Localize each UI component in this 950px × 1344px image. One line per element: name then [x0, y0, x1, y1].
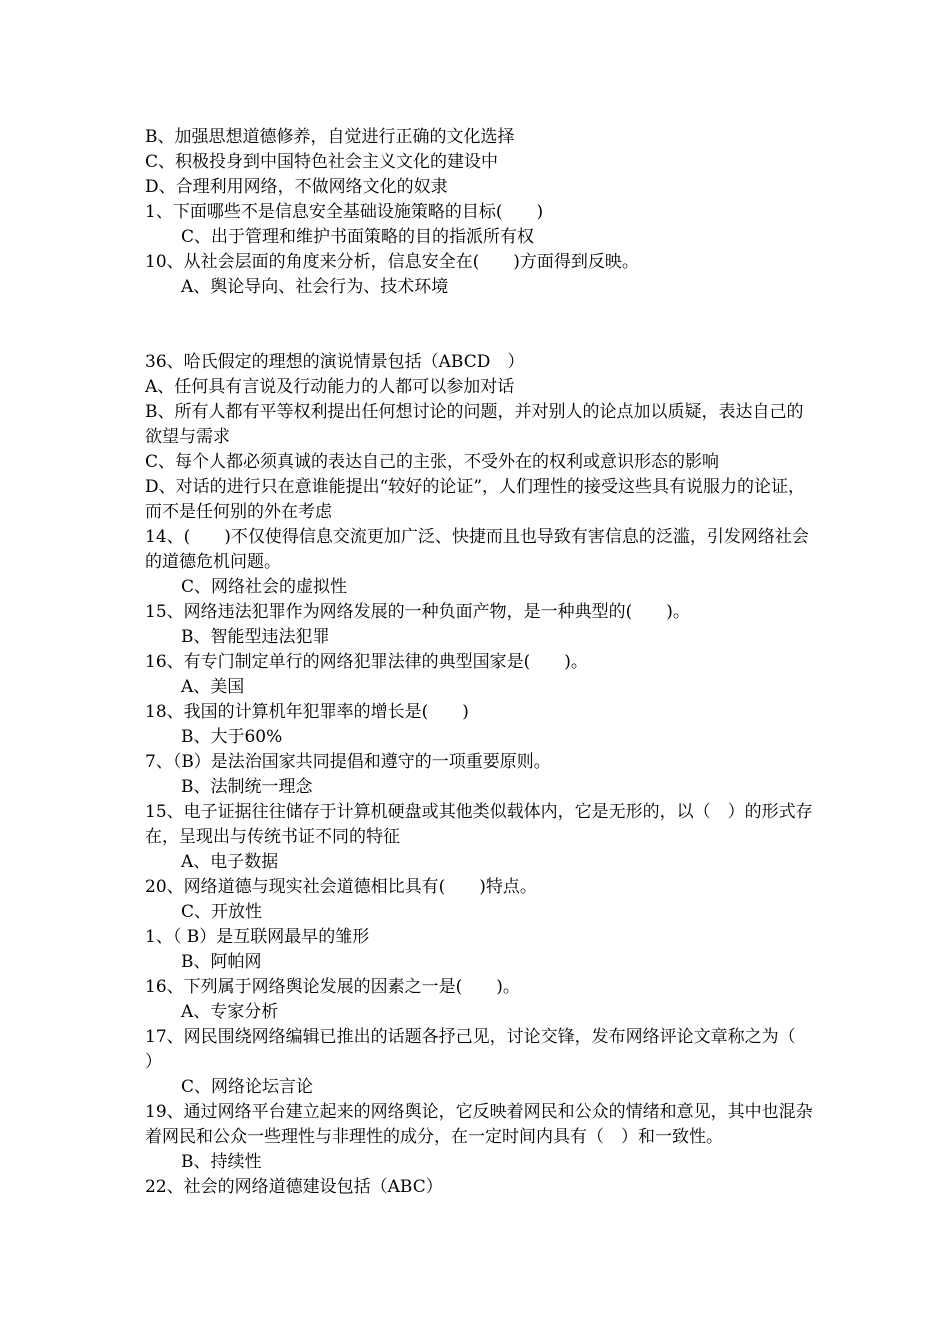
question-line: 16、有专门制定单行的网络犯罪法律的典型国家是( )。 [145, 652, 588, 672]
answer-line: B、法制统一理念 [181, 777, 313, 797]
answer-line: A、美国 [181, 677, 245, 697]
answer-line: B、持续性 [181, 1152, 262, 1172]
question-line: 16、下列属于网络舆论发展的因素之一是( )。 [145, 977, 520, 997]
question-line: 1、下面哪些不是信息安全基础设施策略的目标( ) [145, 202, 544, 222]
answer-line: C、开放性 [181, 902, 263, 922]
document-body [145, 125, 830, 1200]
answer-line: C、网络社会的虚拟性 [181, 577, 348, 597]
question-line: 36、哈氏假定的理想的演说情景包括（ABCD ） [145, 352, 525, 372]
answer-line: C、网络论坛言论 [181, 1077, 314, 1097]
option-line: D、对话的进行只在意谁能提出“较好的论证”，人们理性的接受这些具有说服力的论证，而不是任何别的外在考虑 [145, 477, 806, 522]
question-line: 18、我国的计算机年犯罪率的增长是( ) [145, 702, 469, 722]
question-line: 1、（ B）是互联网最早的雏形 [145, 927, 370, 947]
option-line: A、任何具有言说及行动能力的人都可以参加对话 [145, 377, 515, 397]
answer-line: B、智能型违法犯罪 [181, 627, 330, 647]
question-line: 15、网络违法犯罪作为网络发展的一种负面产物，是一种典型的( )。 [145, 602, 690, 622]
answer-line: A、专家分析 [181, 1002, 279, 1022]
answer-line: B、大于60% [181, 727, 283, 747]
option-line: C、积极投身到中国特色社会主义文化的建设中 [145, 152, 499, 172]
answer-line: A、舆论导向、社会行为、技术环境 [181, 277, 449, 297]
answer-line: C、出于管理和维护书面策略的目的指派所有权 [181, 227, 535, 247]
question-line: 10、从社会层面的角度来分析，信息安全在( )方面得到反映。 [145, 252, 639, 272]
question-line: 7、（B）是法治国家共同提倡和遵守的一项重要原则。 [145, 752, 551, 772]
answer-line: A、电子数据 [181, 852, 279, 872]
question-line: 15、电子证据往往储存于计算机硬盘或其他类似载体内，它是无形的，以（ ）的形式存在，呈现出与传统书证不同的特征 [145, 802, 813, 847]
option-line: B、加强思想道德修养，自觉进行正确的文化选择 [145, 127, 515, 147]
question-line: 22、社会的网络道德建设包括（ABC） [145, 1177, 443, 1197]
option-line: D、合理利用网络，不做网络文化的奴隶 [145, 177, 448, 197]
option-line: C、每个人都必须真诚的表达自己的主张，不受外在的权利或意识形态的影响 [145, 452, 720, 472]
question-line: 19、通过网络平台建立起来的网络舆论，它反映着网民和公众的情绪和意见，其中也混杂着网民和公众一些理性与非理性的成分，在一定时间内具有（ ）和一致性。 [145, 1102, 813, 1147]
answer-line: B、阿帕网 [181, 952, 262, 972]
question-line: 17、网民围绕网络编辑已推出的话题各抒己见，讨论交锋，发布网络评论文章称之为（ ） [145, 1027, 830, 1072]
question-line: 20、网络道德与现实社会道德相比具有( )特点。 [145, 877, 537, 897]
question-line: 14、( )不仅使得信息交流更加广泛、快捷而且也导致有害信息的泛滥，引发网络社会的道德危机问题。 [145, 527, 809, 572]
option-line: B、所有人都有平等权利提出任何想讨论的问题，并对别人的论点加以质疑，表达自己的欲望与需求 [145, 402, 804, 447]
blank-spacer [145, 300, 813, 350]
